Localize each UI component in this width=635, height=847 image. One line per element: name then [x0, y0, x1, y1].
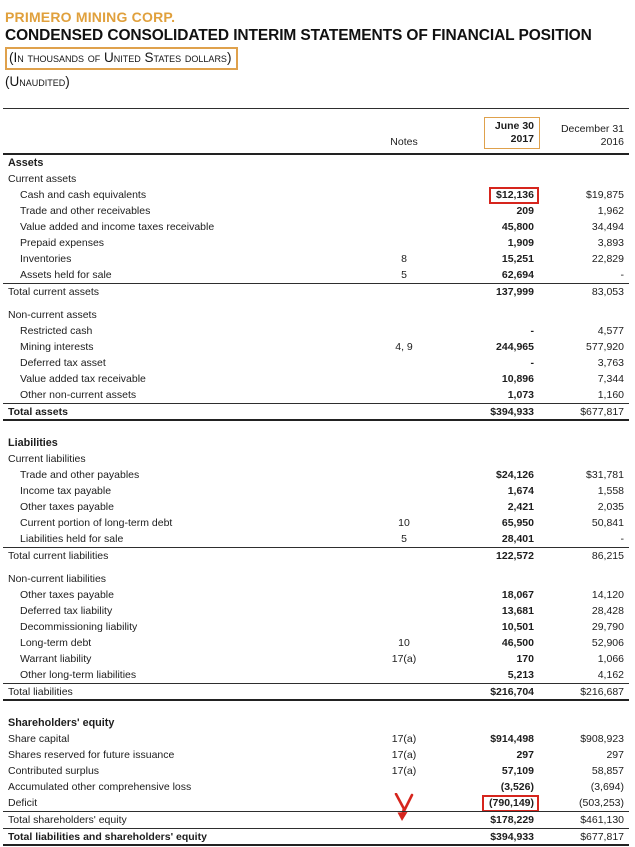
row-label: Deferred tax liability [20, 605, 113, 617]
table-row [3, 339, 629, 355]
prior-period-year: 2016 [600, 136, 624, 148]
prior-period-date: December 31 [560, 123, 624, 135]
value-2016: 2,035 [597, 501, 624, 513]
row-label: Decommissioning liability [20, 621, 138, 633]
value-2016: 1,160 [597, 389, 624, 401]
value-2017: 2,421 [507, 501, 534, 513]
notes-column-header: Notes [390, 136, 418, 148]
row-label: Other long-term liabilities [20, 669, 137, 681]
statement-rows [3, 155, 629, 846]
value-2016: 1,558 [597, 485, 624, 497]
row-label: Income tax payable [20, 485, 112, 497]
table-row [3, 619, 629, 635]
value-2017 [444, 797, 539, 810]
column-headers [3, 109, 629, 153]
table-row [3, 603, 629, 619]
value-2016: 3,893 [597, 237, 624, 249]
value-2017: 5,213 [507, 669, 534, 681]
statement-title: CONDENSED CONSOLIDATED INTERIM STATEMENTS OF FINANCIAL POSITION [5, 27, 592, 44]
value-2017: 46,500 [501, 637, 534, 649]
row-label: Total current liabilities [8, 550, 109, 562]
row-label: Share capital [8, 733, 70, 745]
row-spacer [3, 701, 629, 715]
value-2016: 3,763 [597, 357, 624, 369]
row-label: Restricted cash [20, 325, 93, 337]
table-row [3, 531, 629, 547]
row-label: Mining interests [20, 341, 94, 353]
value-2016: 577,920 [586, 341, 624, 353]
row-spacer [3, 564, 629, 571]
highlight-box: (790,149) [482, 795, 539, 812]
row-spacer [3, 300, 629, 307]
value-2017: $178,229 [490, 814, 534, 826]
value-2016: 4,577 [597, 325, 624, 337]
value-2017: 137,999 [496, 286, 534, 298]
table-row [3, 828, 629, 846]
row-label: Accumulated other comprehensive loss [8, 781, 192, 793]
table-row [3, 283, 629, 300]
row-label: Total shareholders' equity [8, 814, 127, 826]
row-label: Long-term debt [20, 637, 92, 649]
table-row [3, 251, 629, 267]
value-2017: 244,965 [496, 341, 534, 353]
value-2017: (3,526) [500, 781, 534, 793]
table-row [3, 795, 629, 811]
value-2017: 45,800 [501, 221, 534, 233]
table-row [3, 235, 629, 251]
value-2017: - [530, 325, 534, 337]
value-2016: 7,344 [597, 373, 624, 385]
row-label: Shares reserved for future issuance [8, 749, 175, 761]
note-cell: 10 [398, 517, 410, 529]
value-2017: 10,501 [501, 621, 534, 633]
value-2017: 15,251 [501, 253, 534, 265]
note-cell: 17(a) [391, 749, 417, 761]
row-label: Current assets [8, 173, 77, 185]
value-2017: 28,401 [501, 533, 534, 545]
value-2016: - [620, 533, 624, 545]
row-label: Other taxes payable [20, 501, 114, 513]
value-2017: 13,681 [501, 605, 534, 617]
row-label: Total liabilities [8, 685, 73, 698]
table-row [3, 667, 629, 683]
row-label: Non-current assets [8, 309, 97, 321]
row-label: Trade and other receivables [20, 205, 151, 217]
table-row [3, 451, 629, 467]
value-2017: 297 [516, 749, 534, 761]
table-row [3, 203, 629, 219]
value-2016: 297 [606, 749, 624, 761]
value-2017: $216,704 [490, 685, 534, 698]
value-2016: 50,841 [591, 517, 624, 529]
table-row [3, 219, 629, 235]
value-2016: 1,962 [597, 205, 624, 217]
table-row [3, 267, 629, 283]
value-2016: $31,781 [586, 469, 624, 481]
table-row [3, 731, 629, 747]
note-cell: 17(a) [391, 733, 417, 745]
company-name: PRIMERO MINING CORP. [5, 9, 176, 25]
value-2016: 4,162 [597, 669, 624, 681]
table-row [3, 547, 629, 564]
value-2016: $216,687 [580, 685, 624, 698]
units-note: (In thousands of United States dollars) [9, 50, 232, 65]
table-row [3, 779, 629, 795]
table-row [3, 763, 629, 779]
row-label: Other non-current assets [20, 389, 137, 401]
table-row [3, 571, 629, 587]
note-cell: 4, 9 [395, 341, 413, 353]
note-cell: 8 [401, 253, 407, 265]
row-label: Total assets [8, 405, 68, 418]
note-cell: 17(a) [391, 653, 417, 665]
table-row [3, 467, 629, 483]
row-label: Liabilities held for sale [20, 533, 124, 545]
row-label: Deficit [8, 797, 38, 809]
document-header [0, 0, 635, 108]
row-label: Total current assets [8, 286, 100, 298]
row-label: Cash and cash equivalents [20, 189, 147, 201]
value-2016: 14,120 [591, 589, 624, 601]
value-2016: $461,130 [580, 814, 624, 826]
value-2017: 1,674 [507, 485, 534, 497]
table-row [3, 715, 629, 731]
row-label: Non-current liabilities [8, 573, 107, 585]
value-2016: 34,494 [591, 221, 624, 233]
value-2017: $24,126 [496, 469, 534, 481]
value-2017: $394,933 [490, 830, 534, 843]
value-2016: 29,790 [591, 621, 624, 633]
table-row [3, 171, 629, 187]
table-row [3, 483, 629, 499]
row-label: Warrant liability [20, 653, 92, 665]
table-row [3, 387, 629, 403]
note-cell: 5 [401, 269, 407, 281]
row-label: Inventories [20, 253, 72, 265]
table-row [3, 323, 629, 339]
table-row [3, 307, 629, 323]
value-2017: 65,950 [501, 517, 534, 529]
value-2017: $914,498 [490, 733, 534, 745]
table-row [3, 371, 629, 387]
value-2017: 209 [516, 205, 534, 217]
value-2017 [444, 189, 539, 202]
value-2017: 170 [516, 653, 534, 665]
value-2017: 1,073 [507, 389, 534, 401]
note-cell: 5 [401, 533, 407, 545]
row-spacer [3, 421, 629, 435]
value-2016: 58,857 [591, 765, 624, 777]
value-2016: - [620, 269, 624, 281]
table-row [3, 403, 629, 421]
value-2017: 18,067 [501, 589, 534, 601]
table-row [3, 155, 629, 171]
value-2016: $908,923 [580, 733, 624, 745]
row-label: Value added tax receivable [20, 373, 146, 385]
table-row [3, 587, 629, 603]
value-2017: 57,109 [501, 765, 534, 777]
table-row [3, 515, 629, 531]
table-row [3, 811, 629, 828]
current-period-year: 2017 [510, 133, 534, 145]
value-2016: 28,428 [591, 605, 624, 617]
table-row [3, 435, 629, 451]
row-label: Total liabilities and shareholders' equity [8, 830, 207, 843]
value-2016: 83,053 [591, 286, 624, 298]
table-row [3, 499, 629, 515]
value-2016: 1,066 [597, 653, 624, 665]
row-label: Contributed surplus [8, 765, 100, 777]
table-row [3, 683, 629, 701]
table-row [3, 187, 629, 203]
note-cell: 17(a) [391, 765, 417, 777]
value-2017: $394,933 [490, 405, 534, 418]
value-2016: 86,215 [591, 550, 624, 562]
value-2016: $677,817 [580, 405, 624, 418]
table-row [3, 635, 629, 651]
row-label: Other taxes payable [20, 589, 114, 601]
row-label: Assets held for sale [20, 269, 112, 281]
current-period-date-box [484, 117, 540, 149]
value-2016: $677,817 [580, 830, 624, 843]
value-2016: 52,906 [591, 637, 624, 649]
current-period-column-header [444, 117, 539, 149]
table-row [3, 747, 629, 763]
value-2017: 10,896 [501, 373, 534, 385]
unaudited-note: (Unaudited) [5, 74, 70, 89]
value-2017: 1,909 [507, 237, 534, 249]
prior-period-column-header [539, 123, 629, 149]
value-2017: - [530, 357, 534, 369]
note-cell: 10 [398, 637, 410, 649]
row-label: Current portion of long-term debt [20, 517, 173, 529]
row-label: Value added and income taxes receivable [20, 221, 215, 233]
highlight-box: $12,136 [489, 187, 539, 204]
row-label: Trade and other payables [20, 469, 140, 481]
row-label: Shareholders' equity [8, 717, 115, 729]
table-row [3, 651, 629, 667]
value-2016: (3,694) [590, 781, 624, 793]
table-row [3, 355, 629, 371]
value-2016: (503,253) [579, 797, 624, 809]
row-label: Deferred tax asset [20, 357, 106, 369]
units-note-box [5, 47, 238, 70]
value-2016: 22,829 [591, 253, 624, 265]
current-period-date: June 30 [494, 120, 534, 132]
row-label: Assets [8, 157, 44, 169]
value-2017: 122,572 [496, 550, 534, 562]
row-label: Liabilities [8, 437, 58, 449]
value-2017: 62,694 [501, 269, 534, 281]
row-label: Current liabilities [8, 453, 86, 465]
row-label: Prepaid expenses [20, 237, 105, 249]
value-2016: $19,875 [586, 189, 624, 201]
